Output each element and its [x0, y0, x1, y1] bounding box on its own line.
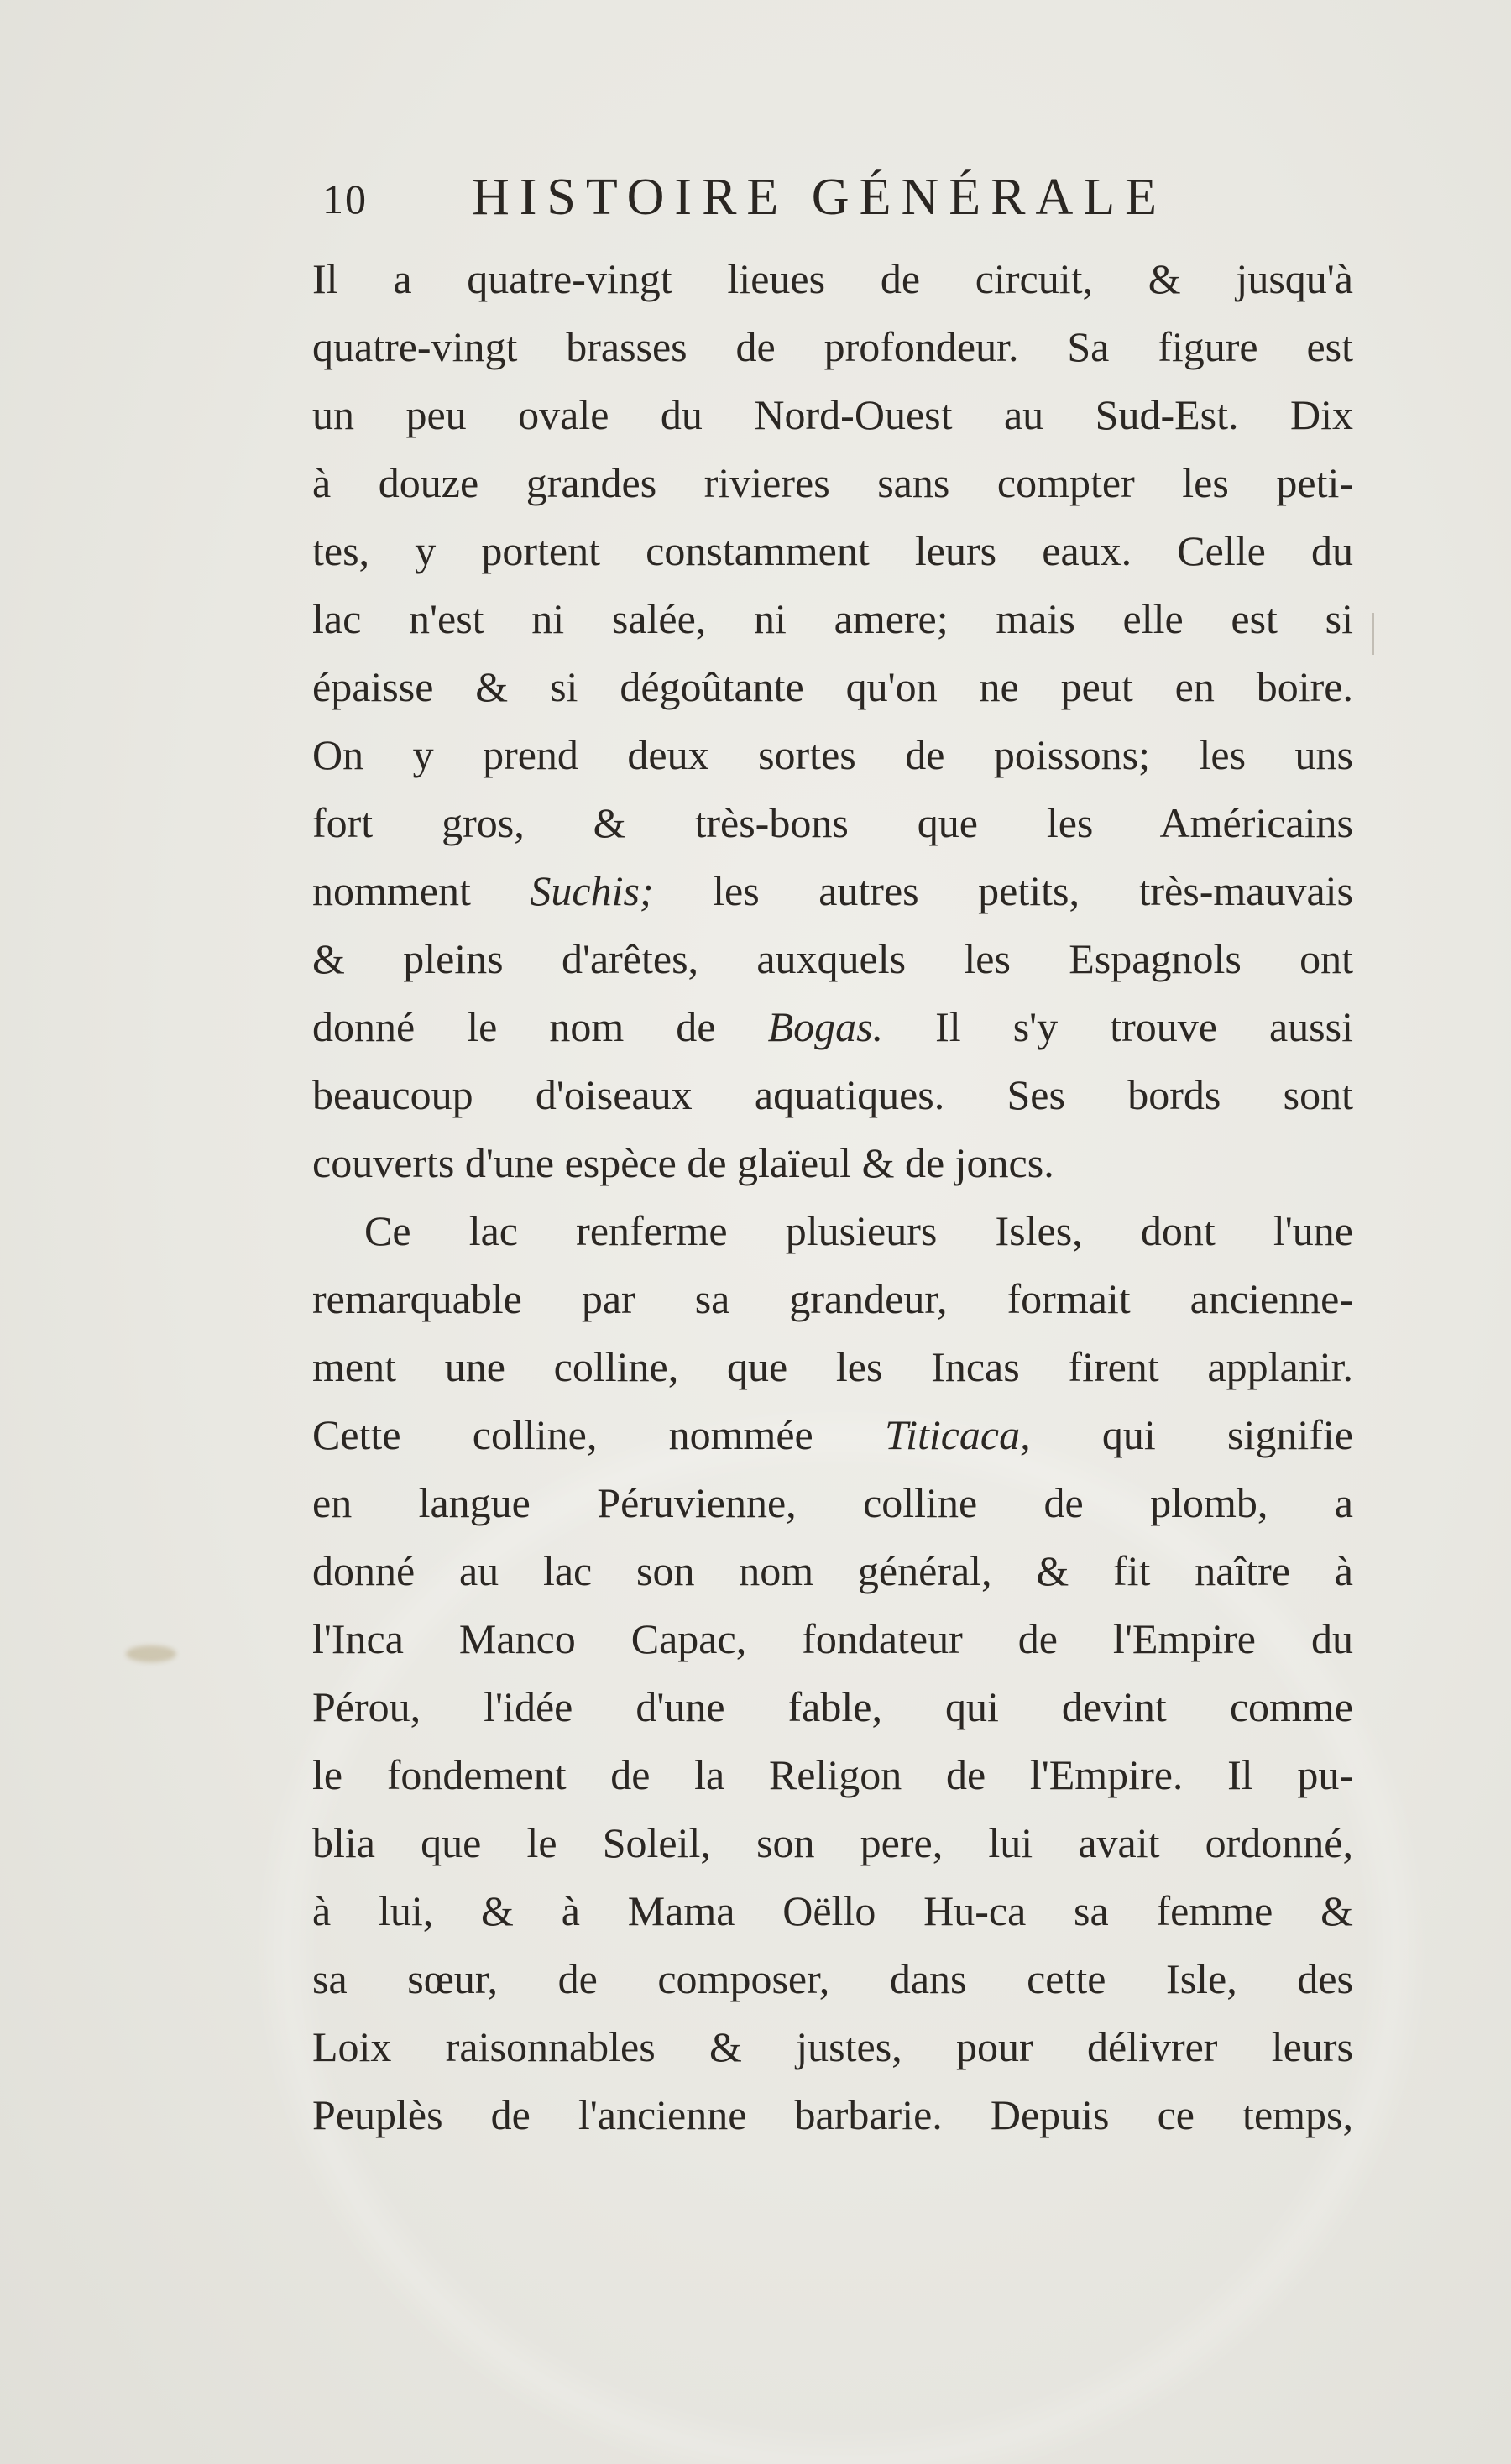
text-line-content: nomment — [312, 867, 531, 914]
text-line — [312, 449, 1353, 517]
text-line-content: le fondement de la Religon de l'Empire. Il pu- — [312, 1751, 1353, 1798]
text-line-content: ment une colline, que les Incas firent applanir. — [312, 1343, 1353, 1390]
text-line — [312, 789, 1353, 857]
text-line — [312, 381, 1353, 449]
text-line — [312, 1673, 1353, 1741]
text-line-content: sa sœur, de composer, dans cette Isle, des — [312, 1955, 1353, 2002]
body-text — [312, 245, 1353, 2149]
page-header — [322, 165, 1388, 240]
text-line-content: fort gros, & très-bons que les Américains — [312, 799, 1353, 846]
text-line-content: à lui, & à Mama Oëllo Hu-ca sa femme & — [312, 1887, 1353, 1934]
text-line-content: quatre-vingt brasses de profondeur. Sa figure est — [312, 323, 1353, 370]
text-line-content: l'Inca Manco Capac, fondateur de l'Empire du — [312, 1615, 1353, 1662]
italic-term: Titicaca, — [885, 1411, 1031, 1458]
text-line-continuation: les autres petits, très-mauvais — [653, 867, 1353, 914]
text-line-content: en langue Péruvienne, colline de plomb, a — [312, 1479, 1353, 1526]
text-line-content: un peu ovale du Nord-Ouest au Sud-Est. Dix — [312, 391, 1353, 438]
ink-speck — [126, 1645, 176, 1662]
text-line — [312, 517, 1353, 585]
text-line — [312, 653, 1353, 721]
text-line-content: épaisse & si dégoûtante qu'on ne peut en boire. — [312, 663, 1353, 710]
text-line-content: à douze grandes rivieres sans compter les peti- — [312, 459, 1353, 506]
text-line — [312, 721, 1353, 789]
text-line — [312, 857, 1353, 925]
text-line-content: lac n'est ni salée, ni amere; mais elle est si — [312, 595, 1353, 642]
text-line-content: blia que le Soleil, son pere, lui avait ordonné, — [312, 1819, 1353, 1866]
text-line-content: donné au lac son nom général, & fit naître à — [312, 1547, 1353, 1594]
margin-mark — [1372, 613, 1374, 655]
text-line — [312, 2013, 1353, 2081]
text-line — [312, 1401, 1353, 1469]
text-line-content: Il a quatre-vingt lieues de circuit, & jusqu'à — [312, 255, 1353, 302]
italic-term: Suchis; — [530, 867, 654, 914]
text-line — [312, 1265, 1353, 1333]
text-line-content: Pérou, l'idée d'une fable, qui devint comme — [312, 1683, 1353, 1730]
text-line — [312, 1945, 1353, 2013]
running-title: HISTOIRE GÉNÉRALE — [472, 169, 1167, 226]
text-line — [312, 925, 1353, 993]
text-line — [312, 585, 1353, 653]
text-line — [312, 1741, 1353, 1809]
text-line-content: & pleins d'arêtes, auxquels les Espagnols ont — [312, 935, 1353, 982]
text-line-continuation: Il s'y trouve aussi — [883, 1003, 1353, 1050]
text-line — [312, 1061, 1353, 1129]
italic-term: Bogas. — [767, 1003, 884, 1050]
text-line-content: On y prend deux sortes de poissons; les uns — [312, 731, 1353, 778]
text-line — [312, 2081, 1353, 2149]
text-line-content: Loix raisonnables & justes, pour délivrer leurs — [312, 2023, 1353, 2070]
text-line — [312, 1469, 1353, 1537]
text-line — [312, 1333, 1353, 1401]
text-line — [312, 1537, 1353, 1605]
text-line-content: remarquable par sa grandeur, formait ancienne- — [312, 1275, 1353, 1322]
text-line — [312, 1605, 1353, 1673]
text-line-content: donné le nom de — [312, 1003, 768, 1050]
text-line-content: beaucoup d'oiseaux aquatiques. Ses bords sont — [312, 1071, 1353, 1118]
text-line — [312, 245, 1353, 313]
text-line — [312, 1809, 1353, 1877]
text-line-content: tes, y portent constamment leurs eaux. Celle du — [312, 527, 1353, 574]
text-line — [312, 1877, 1353, 1945]
text-line — [312, 1197, 1353, 1265]
text-line-content: Peuplès de l'ancienne barbarie. Depuis ce temps, — [312, 2091, 1353, 2138]
text-line-content: Cette colline, nommée — [312, 1411, 886, 1458]
text-line — [312, 313, 1353, 381]
text-line-continuation: qui signifie — [1030, 1411, 1353, 1458]
text-line — [312, 1129, 1353, 1197]
text-line-content: couverts d'une espèce de glaïeul & de joncs. — [312, 1139, 1054, 1186]
page-number: 10 — [322, 175, 368, 222]
text-line — [312, 993, 1353, 1061]
text-line-content: Ce lac renferme plusieurs Isles, dont l'une — [364, 1207, 1353, 1254]
